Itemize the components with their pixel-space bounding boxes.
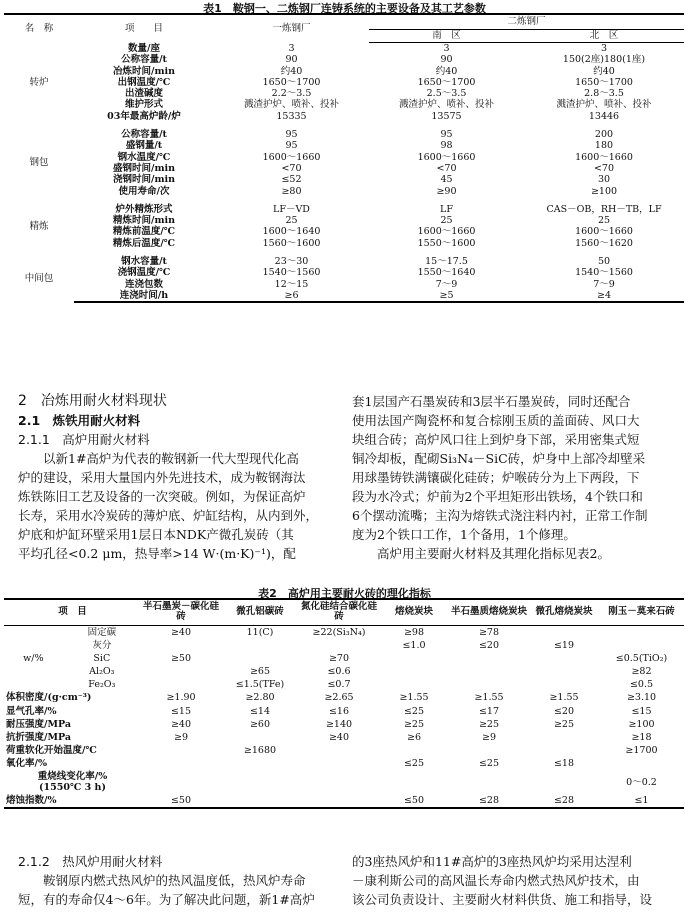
table2-row (4, 794, 684, 808)
table1-row (4, 267, 684, 278)
item-label: 浇钢温度/℃ (117, 267, 171, 279)
table2-header: 微孔铝碳砖 (221, 599, 299, 625)
table1-title: 表1 鞍钢一、二炼钢厂连铸系统的主要设备及其工艺参数 (203, 2, 486, 15)
cell-value: ≤14 (249, 705, 271, 717)
cell-value: ≥82 (631, 665, 652, 677)
left-paragraph (18, 449, 348, 563)
text-line: 段为水冷式；炉前为2个平坦矩形出铁场，4个铁口和 (352, 489, 643, 504)
cell-value: ≤25 (478, 758, 500, 770)
text-line: 平均孔径<0.2 μm，热导率>14 W·(m·K)⁻¹)，配 (18, 546, 296, 561)
table1 (4, 13, 684, 303)
cell-value: ≤50 (379, 794, 449, 808)
table1-row (4, 279, 684, 290)
cell-value: 1650～1700 (575, 76, 633, 88)
cell-value (221, 731, 299, 744)
cell-value: <70 (593, 162, 615, 174)
cell-value: 13446 (588, 110, 620, 122)
cell-value (141, 665, 221, 678)
item-label: 公称容量/t (121, 129, 167, 141)
property-label: 显气孔率/% (6, 705, 57, 717)
cell-value: 溅渣护炉、喷补、投补 (398, 99, 494, 111)
cell-value: ≤25 (403, 758, 425, 770)
cell-value: 1600～1660 (262, 151, 321, 163)
cell-value (529, 678, 599, 691)
component-label: 灰分 (92, 639, 112, 651)
component-label: 固定碳 (87, 626, 117, 638)
cell-value (141, 744, 221, 757)
table1-row (4, 163, 684, 174)
cell-value: ≤0.7 (327, 679, 351, 691)
cell-value: 23～30 (274, 256, 309, 268)
cell-value: ≤20 (478, 639, 500, 651)
cell-value: 1540～1560 (575, 267, 633, 279)
item-label: 03年最高炉龄/炉 (107, 110, 181, 122)
component-label: Fe₂O₃ (88, 679, 116, 691)
table1-row (4, 88, 684, 99)
cell-value: 1650～1700 (262, 76, 321, 88)
cell-value: 溅渣护炉、喷补、投补 (243, 99, 339, 111)
text-line: 长寿，采用水冷炭砖的薄炉底、炉缸结构，从内到外， (18, 508, 319, 523)
table2-row (4, 744, 684, 757)
cell-value: 15～17.5 (425, 256, 468, 268)
cell-value (449, 678, 529, 691)
cell-value (299, 757, 379, 770)
cell-value (529, 770, 599, 794)
table1-row (4, 129, 684, 140)
col-north-header: 北 区 (524, 30, 684, 43)
cell-value: <70 (281, 162, 302, 174)
table2-header: 半石墨质熔烧炭块 (449, 599, 529, 625)
col-name-header: 名 称 (4, 14, 74, 43)
cell-value (599, 757, 684, 770)
cell-value: LF－VD (273, 203, 310, 215)
cell-value: ≤1.5(TFe) (235, 679, 285, 691)
cell-value (449, 770, 529, 794)
cell-value: 1600～1660 (575, 151, 633, 163)
cell-value (379, 744, 449, 757)
item-label: 钢水容量/t (121, 256, 167, 268)
text-line: 炼铁陈旧工艺及设备的一次突破。例如，为保证高炉 (18, 489, 306, 504)
subsubsection-heading: 2.1.1 高炉用耐火材料 (18, 432, 150, 447)
cell-value: 1550～1640 (417, 267, 476, 279)
cell-value: ≥100 (590, 185, 618, 197)
table1-row (4, 226, 684, 237)
table2-row (4, 757, 684, 770)
cell-value: 50 (597, 256, 611, 268)
cell-value: 95 (285, 129, 298, 141)
cell-value (221, 639, 299, 652)
table2-row (4, 704, 684, 717)
table2-header: 项 目 (4, 599, 141, 625)
cell-value: 95 (285, 140, 298, 152)
cell-value: ≥40 (170, 626, 192, 638)
cell-value: ≥98 (403, 626, 425, 638)
cell-value (299, 639, 379, 652)
cell-value (529, 625, 599, 639)
cell-value: 25 (285, 215, 298, 227)
cell-value: 1540～1560 (262, 267, 321, 279)
text-line: 使用法国产陶瓷杯和复合棕刚玉质的盖面砖、风口大 (352, 413, 640, 428)
table1-row (4, 152, 684, 163)
cell-value: <70 (436, 162, 457, 174)
cell-value: ≤16 (328, 705, 350, 717)
cell-value: ≥3.10 (626, 692, 657, 704)
cell-value (379, 770, 449, 794)
cell-value (141, 678, 221, 691)
property-label: 抗折强度/MPa (6, 731, 72, 743)
w-label: w/% (23, 652, 44, 664)
item-label: 使用寿命/次 (118, 185, 170, 197)
cell-value: ≥78 (478, 626, 500, 638)
item-label: 盛钢量/t (125, 140, 163, 152)
cell-value: 1560～1600 (262, 237, 321, 249)
cell-value: 180 (594, 140, 614, 152)
item-label: 精炼前温度/℃ (112, 226, 176, 238)
cell-value (599, 625, 684, 639)
cell-value: 1560～1620 (575, 237, 633, 249)
text-line: 度为2个铁口工作，1个备用，1个修理。 (352, 527, 576, 542)
table2-row (4, 665, 684, 678)
cell-value: 95 (440, 129, 453, 141)
cell-value: 约40 (280, 65, 303, 77)
cell-value: ≤15 (170, 705, 192, 717)
cell-value: ≥60 (249, 718, 271, 730)
subsubsection-heading-2: 2.1.2 热风炉用耐火材料 (18, 854, 163, 869)
item-label: 精炼时间/min (112, 215, 176, 227)
table1-row (4, 99, 684, 110)
table2-row (4, 625, 684, 639)
cell-value: 12～15 (274, 278, 309, 290)
cell-value: ≥25 (553, 718, 575, 730)
cell-value (221, 652, 299, 665)
right-paragraph (352, 392, 684, 544)
cell-value: ≤50 (141, 794, 221, 808)
cell-value: 2.2～3.5 (271, 88, 312, 100)
item-label: 连浇时间/h (74, 290, 214, 302)
cell-value (529, 665, 599, 678)
table2 (4, 598, 684, 809)
cell-value: 约40 (435, 65, 458, 77)
cell-value: ≤1.0 (402, 639, 426, 651)
cell-value: ≤25 (403, 705, 425, 717)
table1-row (4, 290, 684, 302)
cell-value: 200 (594, 129, 614, 141)
cell-value (529, 731, 599, 744)
cell-value: ≥1.55 (399, 692, 429, 704)
cell-value: 3 (600, 43, 608, 54)
cell-value: ≥2.80 (245, 692, 275, 704)
cell-value (221, 770, 299, 794)
cell-value: 13575 (431, 110, 462, 122)
col-plant2-header: 二炼钢厂 (369, 14, 684, 30)
cell-value (449, 652, 529, 665)
cell-value: ≥1.90 (166, 692, 196, 704)
table1-row (4, 66, 684, 77)
cell-value (141, 639, 221, 652)
cell-value: ≥25 (403, 718, 425, 730)
property-label: 氧化率/% (6, 758, 47, 770)
text-line: 炉的建设，采用大量国内外先进技术，成为鞍钢海汰 (18, 470, 306, 485)
property-label: 熔蚀指数/% (4, 794, 141, 808)
bottom-right-paragraph (352, 852, 684, 909)
cell-value: 25 (597, 215, 611, 227)
cell-value: ≤19 (553, 639, 575, 651)
property-label: 重烧线变化率/% (1550℃ 3 h) (37, 771, 108, 794)
item-label: 数量/座 (128, 42, 160, 54)
cell-value: 1600～1660 (417, 151, 476, 163)
item-label: 炉外精炼形式 (115, 203, 173, 215)
cell-value: ≤28 (449, 794, 529, 808)
cell-value: ≥80 (281, 185, 302, 197)
text-line: 短，有的寿命仅4～6年。为了解决此问题，新1#高炉 (18, 892, 315, 907)
cell-value (221, 794, 299, 808)
cell-value: 1600～1660 (417, 226, 476, 238)
cell-value: 15335 (276, 110, 307, 122)
text-line: 炉底和炉缸环壁采用1层日本NDK产微孔炭砖（其 (18, 527, 294, 542)
cell-value: 2.8～3.5 (584, 88, 624, 100)
text-line: －康利斯公司的高风温长寿命内燃式热风炉技术，由 (352, 873, 640, 888)
table1-row (4, 256, 684, 267)
table1-row (4, 204, 684, 215)
cell-value: ≤0.5 (629, 679, 654, 691)
cell-value (379, 652, 449, 665)
cell-value: LF (440, 203, 453, 215)
cell-value: 1600～1660 (575, 226, 633, 238)
item-label: 出渣碱度 (124, 88, 163, 100)
cell-value: 45 (440, 174, 453, 186)
table2-row (4, 652, 684, 665)
cell-value: ≤1 (599, 794, 684, 808)
cell-value: ≤52 (281, 174, 302, 186)
item-label: 精炼后温度/℃ (112, 237, 176, 249)
cell-value (379, 665, 449, 678)
cell-value (141, 757, 221, 770)
text-line: 用球墨铸铁满镶碳化硅砖；炉喉砖分为上下两段，下 (352, 470, 640, 485)
item-label: 公称容量/t (121, 54, 167, 66)
item-label: 维护形式 (124, 99, 163, 111)
col-plant1-header: 一炼钢厂 (214, 14, 369, 43)
text-line: 该公司负责设计、主要耐火材料供货、施工和指导，设 (352, 892, 653, 907)
table2-header: 熔烧炭块 (379, 599, 449, 625)
cell-value (529, 652, 599, 665)
cell-value: ≥65 (249, 665, 271, 677)
text-line: 块组合砖；高炉风口往上到炉身下部，采用密集式短 (352, 432, 640, 447)
cell-value: 溅渣护炉、喷补、投补 (556, 99, 652, 111)
cell-value: 0～0.2 (626, 776, 657, 788)
cell-value: ≥9 (173, 731, 188, 743)
component-label: SiC (93, 652, 111, 664)
cell-value (221, 757, 299, 770)
right-last-line: 高炉用主要耐火材料及其理化指标见表2。 (377, 546, 610, 561)
table2-row (4, 691, 684, 704)
cell-value: ≥140 (325, 718, 353, 730)
cell-value: 98 (440, 140, 453, 152)
cell-value: ≥5 (369, 290, 524, 302)
cell-value: ≤0.6 (327, 665, 351, 677)
property-label: 耐压强度/MPa (6, 718, 72, 730)
cell-value: 1600～1640 (262, 226, 321, 238)
cell-value: 30 (597, 174, 611, 186)
bottom-left-paragraph (18, 871, 348, 909)
cell-value: 2.5～3.5 (426, 88, 467, 100)
section-heading: 2 冶炼用耐火材料现状 (18, 393, 167, 409)
item-label: 连浇包数 (124, 278, 163, 290)
cell-value: ≥6 (214, 290, 369, 302)
cell-value: 7～9 (593, 278, 615, 290)
cell-value: CAS－OB，RH－TB，LF (546, 203, 662, 215)
cell-value (299, 794, 379, 808)
cell-value (449, 665, 529, 678)
cell-value: ≤20 (553, 705, 575, 717)
cell-value: 90 (285, 54, 298, 66)
item-label: 浇钢时间/min (112, 174, 176, 186)
table1-row (4, 111, 684, 122)
cell-value: ≤0.5(TiO₂) (615, 652, 668, 664)
table1-row (4, 238, 684, 249)
table1-row (4, 186, 684, 197)
property-label: 体积密度/(g·cm⁻³) (6, 692, 92, 704)
cell-value: ≥1680 (243, 745, 277, 757)
component-label: Al₂O₃ (89, 665, 115, 677)
cell-value (299, 770, 379, 794)
cell-value: ≥70 (328, 652, 350, 664)
table2-header: 半石墨炭－碳化硅砖 (141, 599, 221, 625)
cell-value: ≥40 (170, 718, 192, 730)
col-item-header: 项 目 (74, 14, 214, 43)
cell-value: ≥50 (170, 652, 192, 664)
text-line: 以新1#高炉为代表的鞍钢新一代大型现代化高 (43, 451, 299, 466)
text-line: 6个摆动流嘴；主沟为熔铁式浇注料内衬，正常工作制 (352, 508, 648, 523)
table2-row (4, 770, 684, 794)
table1-row (4, 54, 684, 65)
text-line: 鞍钢原内燃式热风炉的热风温度低，热风炉寿命 (43, 873, 306, 888)
cell-value: ≥1700 (625, 745, 658, 757)
group-name: 精炼 (29, 220, 49, 232)
cell-value: ≥18 (631, 731, 652, 743)
cell-value: 25 (440, 215, 453, 227)
table2-header: 刚玉－莫来石砖 (599, 599, 684, 625)
cell-value (449, 744, 529, 757)
table2-header: 氮化硅结合碳化硅砖 (299, 599, 379, 625)
cell-value (299, 744, 379, 757)
cell-value: 11(C) (246, 626, 274, 638)
cell-value: 7～9 (435, 278, 458, 290)
cell-value: ≥1.55 (474, 692, 504, 704)
cell-value: 3 (288, 42, 295, 54)
text-line: 的3座热风炉和11#高炉的3座热风炉均采用达涅利 (352, 854, 632, 869)
table2-row (4, 718, 684, 731)
col-south-header: 南 区 (369, 30, 524, 43)
group-name: 中间包 (24, 273, 54, 285)
text-line: 套1层国产石墨炭砖和3层半石墨炭砖，同时还配合 (352, 394, 631, 409)
cell-value: ≥22(Si₃N₄) (312, 626, 366, 638)
table1-row (4, 43, 684, 55)
table1-row (4, 174, 684, 185)
item-label: 出钢温度/℃ (117, 76, 171, 88)
cell-value: ≥6 (406, 731, 421, 743)
group-name: 钢包 (29, 157, 49, 169)
item-label: 钢水温度/℃ (117, 151, 171, 163)
cell-value: ≥2.65 (324, 692, 354, 704)
cell-value: 3 (443, 43, 450, 54)
cell-value: 1550～1600 (417, 237, 476, 249)
cell-value: ≤15 (631, 705, 652, 717)
cell-value (379, 678, 449, 691)
table2-row (4, 639, 684, 652)
table1-row (4, 77, 684, 88)
cell-value: ≤18 (553, 758, 575, 770)
cell-value: ≤28 (529, 794, 599, 808)
item-label: 盛钢时间/min (112, 162, 176, 174)
cell-value: ≤17 (478, 705, 500, 717)
property-label: 荷重软化开始温度/℃ (6, 745, 97, 757)
cell-value (141, 770, 221, 794)
table2-row (4, 678, 684, 691)
group-name: 转炉 (29, 76, 49, 88)
cell-value: 150(2座)180(1座) (562, 54, 646, 66)
table2-header: 微孔熔烧炭块 (529, 599, 599, 625)
cell-value: ≥1.55 (549, 692, 579, 704)
cell-value: ≥40 (328, 731, 350, 743)
table2-row (4, 731, 684, 744)
cell-value (529, 744, 599, 757)
item-label: 冶炼时间/min (112, 65, 176, 77)
cell-value: ≥90 (436, 185, 457, 197)
cell-value: 1650～1700 (417, 76, 476, 88)
cell-value: ≥4 (524, 290, 684, 302)
cell-value: 90 (440, 54, 453, 66)
text-line: 铜冷却板，配砌Si₃N₄－SiC砖，炉身中上部冷却壁采 (352, 451, 646, 466)
subsection-heading: 2.1 炼铁用耐火材料 (18, 413, 141, 428)
table2-title: 表2 高炉用主要耐火砖的理化指标 (258, 587, 431, 600)
table1-row (4, 140, 684, 151)
cell-value: 约40 (593, 65, 615, 77)
cell-value: ≥9 (481, 731, 496, 743)
cell-value (599, 639, 684, 652)
cell-value: ≥100 (628, 718, 655, 730)
table1-row (4, 215, 684, 226)
cell-value: ≥25 (478, 718, 500, 730)
